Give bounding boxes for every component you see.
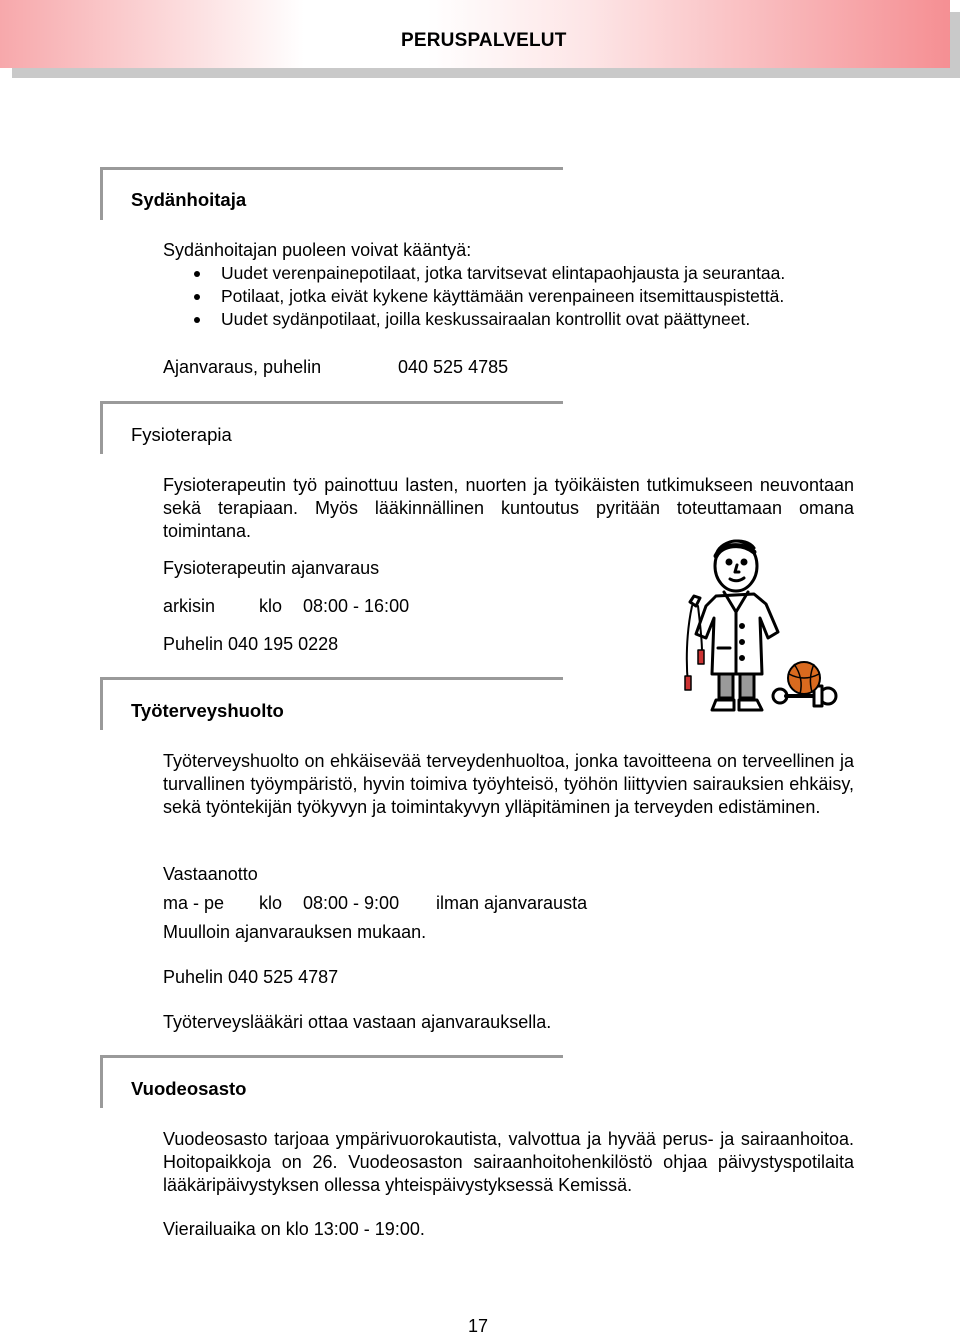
sydanhoitaja-booking-phone: 040 525 4785 <box>398 357 509 377</box>
fysioterapia-hours: 08:00 - 16:00 <box>303 596 410 616</box>
fysioterapia-days: arkisin <box>163 596 216 616</box>
tyoterveyshuolto-reception-heading: Vastaanotto <box>163 864 258 884</box>
list-item: Potilaat, jotka eivät kykene käyttämään verenpaineen itsemittauspistettä. <box>163 285 785 308</box>
tyoterveyshuolto-days: ma - pe <box>163 893 225 913</box>
page-number: 17 <box>468 1316 489 1336</box>
vuodeosasto-visiting-hours: Vierailuaika on klo 13:00 - 19:00. <box>163 1219 425 1239</box>
list-item: Uudet sydänpotilaat, joilla keskussairaalan kontrollit ovat päättyneet. <box>163 308 785 331</box>
sydanhoitaja-booking-label: Ajanvaraus, puhelin <box>163 357 322 377</box>
tyoterveyshuolto-doctor: Työterveyslääkäri ottaa vastaan ajanvarauksella. <box>163 1012 552 1032</box>
tyoterveyshuolto-description: Työterveyshuolto on ehkäisevää terveydenhuoltoa, jonka tavoitteena on terveellinen ja turvallinen työympäristö, hyvin toimiva työyhteisö, työhön liittyvien sairauksien ehkäisy, sekä työntekijän työkyvyn ja toimintakyvyn ylläpitäminen ja terveyden edistäminen. <box>163 751 854 817</box>
section-title-fysioterapia: Fysioterapia <box>131 424 232 445</box>
sydanhoitaja-bullet-list <box>163 262 785 331</box>
section-title-tyoterveyshuolto: Työterveyshuolto <box>131 700 284 721</box>
sydanhoitaja-intro: Sydänhoitajan puoleen voivat kääntyä: <box>163 240 472 260</box>
physiotherapist-illustration <box>676 534 846 720</box>
list-item: Uudet verenpainepotilaat, jotka tarvitsevat elintapaohjausta ja seurantaa. <box>163 262 785 285</box>
fysioterapia-description: Fysioterapeutin työ painottuu lasten, nuorten ja työikäisten tutkimukseen neuvontaan sekä terapiaan. Myös lääkinnällinen kuntoutus pyritään toteuttamaan omana toimintana. <box>163 475 854 541</box>
tyoterveyshuolto-note: ilman ajanvarausta <box>436 893 588 913</box>
tyoterveyshuolto-phone: Puhelin 040 525 4787 <box>163 967 339 987</box>
fysioterapia-booking-heading: Fysioterapeutin ajanvaraus <box>163 558 380 578</box>
tyoterveyshuolto-klo: klo <box>259 893 283 913</box>
fysioterapia-phone: Puhelin 040 195 0228 <box>163 634 339 654</box>
section-title-sydanhoitaja: Sydänhoitaja <box>131 189 247 210</box>
fysioterapia-klo: klo <box>259 596 283 616</box>
tyoterveyshuolto-hours: 08:00 - 9:00 <box>303 893 400 913</box>
vuodeosasto-description: Vuodeosasto tarjoaa ympärivuorokautista, valvottua ja hyvää perus- ja sairaanhoitoa. Hoitopaikkoja on 26. Vuodeosaston sairaanhoitohenkilöstö ohjaa päivystyspotilaita lääkäripäivystyksen ollessa yhteispäivystyksessä Kemissä. <box>163 1129 854 1195</box>
section-title-vuodeosasto: Vuodeosasto <box>131 1078 247 1099</box>
tyoterveyshuolto-otherwise: Muulloin ajanvarauksen mukaan. <box>163 922 427 942</box>
page-header-title: PERUSPALVELUT <box>401 30 567 51</box>
